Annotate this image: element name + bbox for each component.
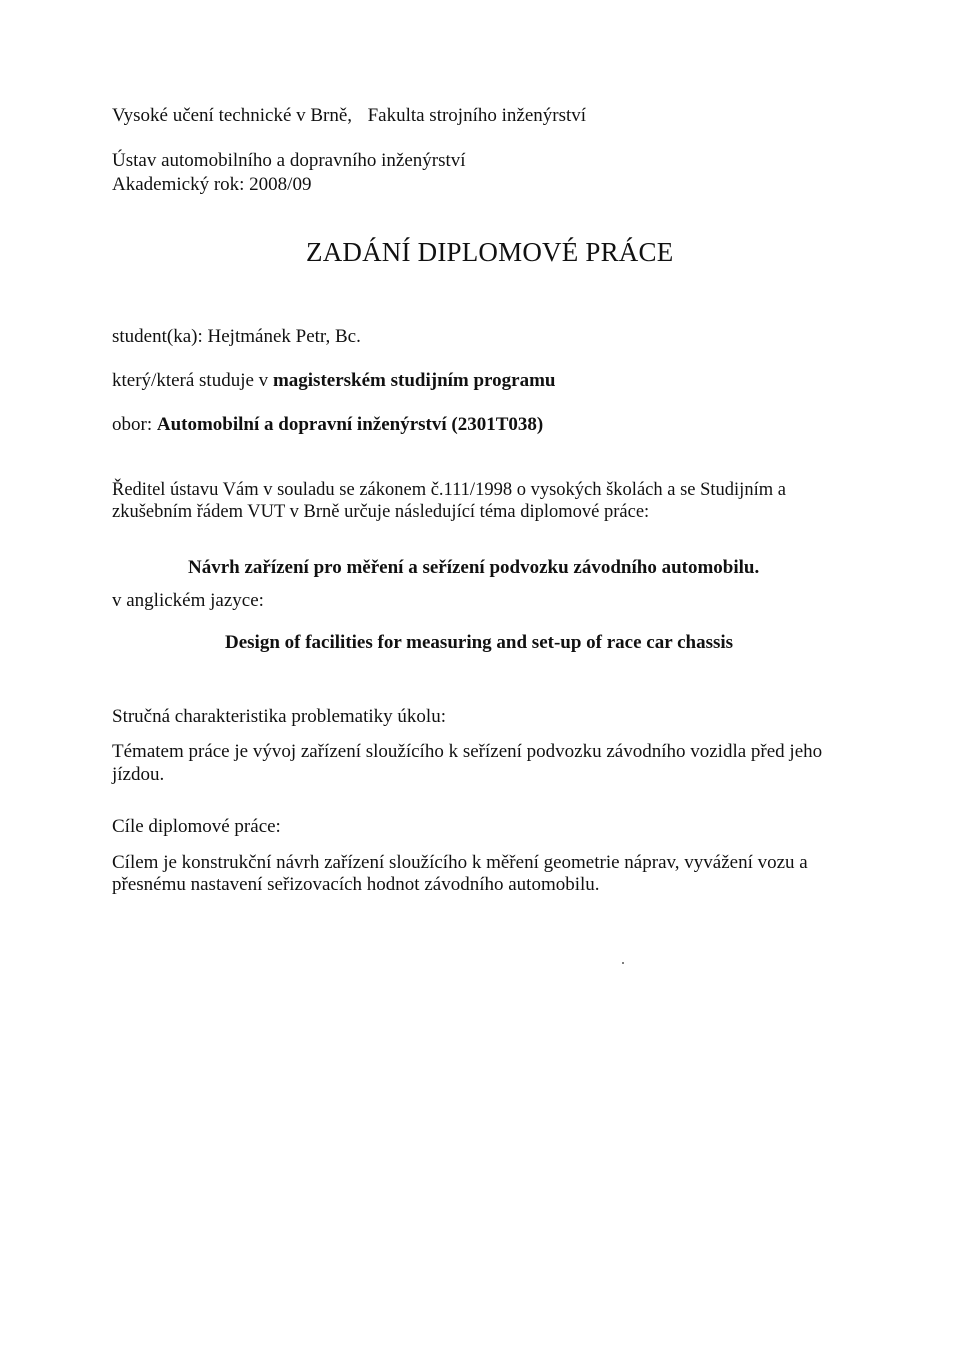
student-name: Hejtmánek Petr, Bc. xyxy=(207,326,361,347)
field-name: Automobilní a dopravní inženýrství (2301T038) xyxy=(156,414,544,435)
characteristics-heading: Stručná charakteristika problematiky úkolu: xyxy=(112,706,446,727)
header-university-line xyxy=(112,105,586,127)
program-prefix: který/která studuje v xyxy=(112,370,269,391)
student-label: student(ka): xyxy=(112,326,203,347)
student-line xyxy=(112,326,361,348)
topic-english: Design of facilities for measuring and set-up of race car chassis xyxy=(225,632,734,653)
program-line xyxy=(112,370,555,392)
goals-heading: Cíle diplomové práce: xyxy=(112,816,281,837)
characteristics-line-1: Tématem práce je vývoj zařízení sloužícího k seřízení podvozku závodního vozidla před jeho xyxy=(112,741,823,762)
english-label: v anglickém jazyce: xyxy=(112,590,264,611)
field-line xyxy=(112,414,543,436)
institute-name: Ústav automobilního a dopravního inženýrství xyxy=(112,150,466,171)
faculty-name: Fakulta strojního inženýrství xyxy=(367,105,587,126)
page-title: ZADÁNÍ DIPLOMOVÉ PRÁCE xyxy=(306,237,674,267)
goals-line-2: přesnému nastavení seřizovacích hodnot závodního automobilu. xyxy=(112,874,600,895)
director-statement-line-1: Ředitel ústavu Vám v souladu se zákonem č.111/1998 o vysokých školách a se Studijním a xyxy=(112,480,786,500)
academic-year: Akademický rok: 2008/09 xyxy=(112,174,312,195)
characteristics-line-2: jízdou. xyxy=(112,764,165,785)
program-name: magisterském studijním programu xyxy=(272,370,556,391)
university-name: Vysoké učení technické v Brně, xyxy=(112,105,353,126)
goals-line-1: Cílem je konstrukční návrh zařízení sloužícího k měření geometrie náprav, vyvážení vozu a xyxy=(112,852,808,873)
director-statement-line-2: zkušebním řádem VUT v Brně určuje následující téma diplomové práce: xyxy=(112,502,650,522)
field-label: obor: xyxy=(112,414,153,435)
topic-czech: Návrh zařízení pro měření a seřízení podvozku závodního automobilu. xyxy=(188,557,760,578)
scan-speck xyxy=(622,962,624,964)
